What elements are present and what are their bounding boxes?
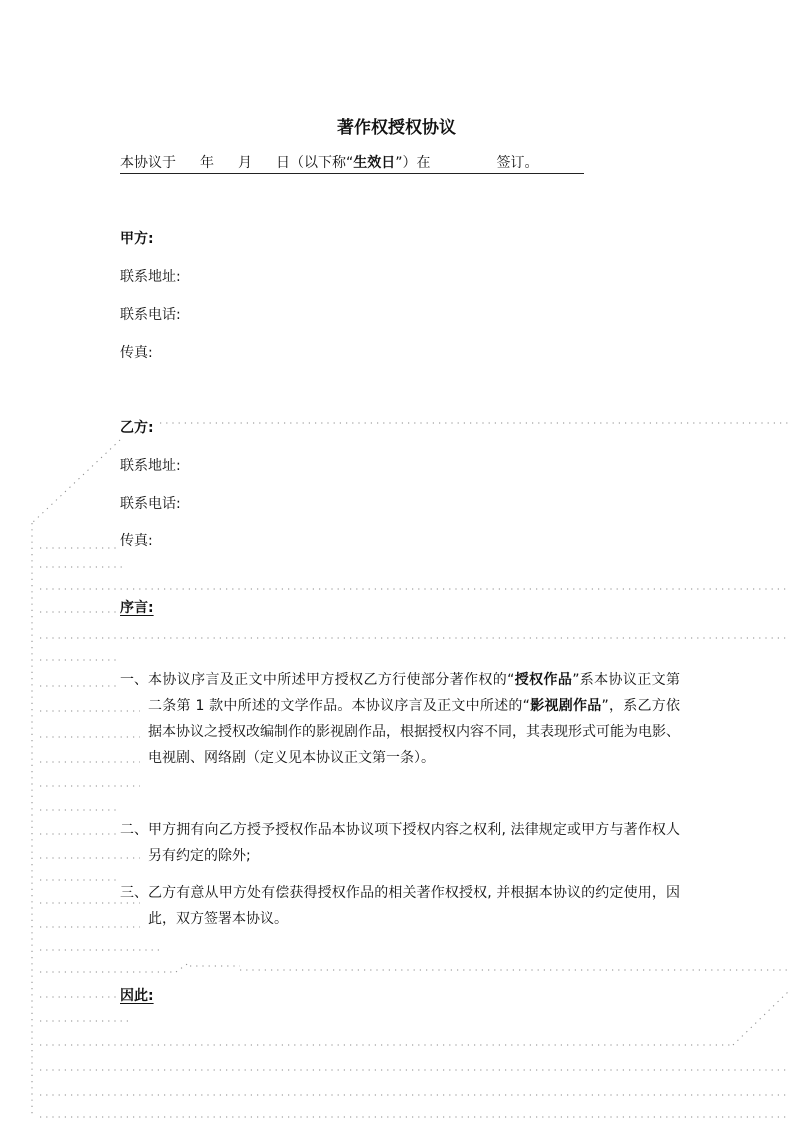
item-1-text-c: ”，系乙方依据本协议之授权改编制作的影视剧作品，根据授权内容不同，其表现形式可能为电影、电视剧、网络剧（定义见本协议正文第一条）。 [148, 698, 680, 766]
dateline-day: 日 [276, 155, 290, 171]
item-3-text: 乙方有意从甲方处有偿获得授权作品的相关著作权授权, 并根据本协议的约定使用，因此，双方签署本协议。 [148, 885, 680, 927]
dateline-signed: 签订。 [496, 155, 539, 171]
item-1-term-film-work: 影视剧作品 [529, 698, 602, 714]
dateline-year: 年 [200, 155, 214, 171]
preamble-item-3 [120, 880, 680, 932]
preamble-heading: 序言: [120, 600, 154, 616]
item-3-number: 三、 [120, 885, 148, 901]
party-a-phone: 联系电话: [120, 307, 181, 323]
dateline-month: 月 [238, 155, 252, 171]
preamble-item-2 [120, 817, 680, 869]
item-1-text-a: 本协议序言及正文中所述甲方授权乙方行使部分著作权的“ [148, 672, 515, 688]
dateline-effective-date: 生效日 [353, 155, 396, 171]
therefore-heading: 因此: [120, 988, 154, 1004]
item-2-number: 二、 [120, 822, 148, 838]
page-title: 著作权授权协议 [337, 118, 456, 138]
party-b-address: 联系地址: [120, 458, 181, 474]
item-1-term-authorized-work: 授权作品 [514, 672, 573, 688]
dateline-note-close: ”）在 [395, 155, 431, 171]
party-b-heading: 乙方: [120, 420, 154, 436]
preamble-item-1 [120, 667, 680, 771]
item-1-text-b: ”系本协议正文第二条第 1 款中所述的文学作品。本协议序言及正文中所述的“ [148, 672, 680, 714]
party-a-fax: 传真: [120, 345, 153, 361]
item-2-text: 甲方拥有向乙方授予授权作品本协议项下授权内容之权利, 法律规定或甲方与著作权人另有约定的除外; [148, 822, 680, 864]
dateline-note-open: （以下称“ [290, 155, 354, 171]
party-a-address: 联系地址: [120, 269, 181, 285]
dateline-prefix: 本协议于 [120, 155, 176, 171]
party-b-fax: 传真: [120, 533, 153, 549]
party-b-phone: 联系电话: [120, 496, 181, 512]
signing-date-line [120, 153, 584, 174]
party-a-heading: 甲方: [120, 231, 154, 247]
item-1-number: 一、 [120, 672, 148, 688]
